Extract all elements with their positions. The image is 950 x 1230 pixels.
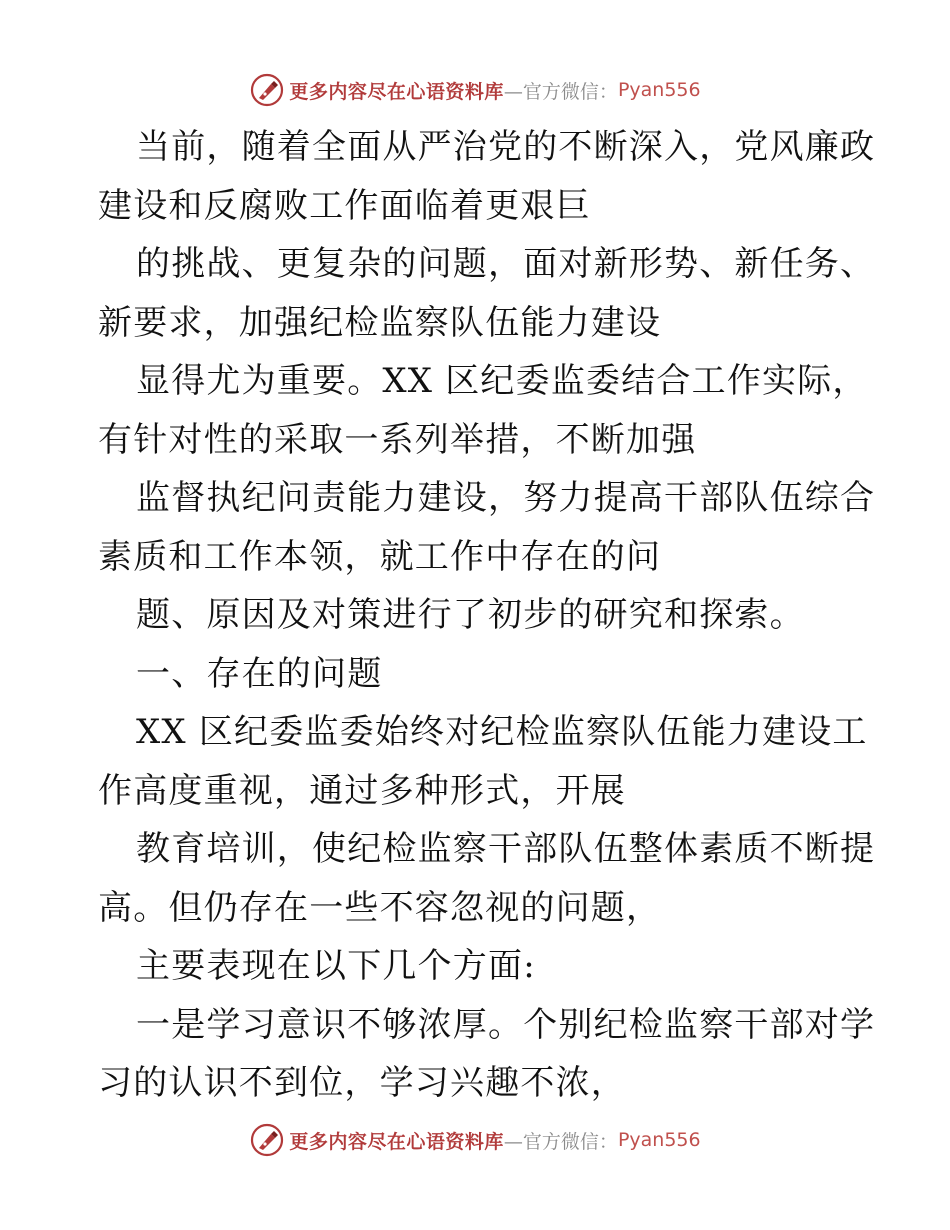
banner-separator-text: —官方微信： — [503, 80, 618, 103]
text-line: 作高度重视，通过多种形式，开展 — [98, 770, 626, 811]
text-line: 新要求，加强纪检监察队伍能力建设 — [98, 302, 662, 343]
text-line: 的挑战、更复杂的问题，面对新形势、新任务、 — [136, 244, 876, 284]
text-line: 当前，随着全面从严治党的不断深入，党风廉政 — [136, 127, 876, 167]
text-line: XX 区纪委监委始终对纪检监察队伍能力建设工 — [136, 712, 868, 752]
text-line: 教育培训，使纪检监察干部队伍整体素质不断提 — [136, 829, 876, 869]
text-line: 监督执纪问责能力建设，努力提高干部队伍综合 — [136, 478, 876, 518]
section-heading: 一、存在的问题 — [136, 653, 383, 694]
pen-nib-logo-icon — [249, 72, 285, 108]
pen-nib-logo-icon — [249, 1122, 285, 1158]
banner-separator-text: —官方微信： — [503, 1130, 618, 1153]
banner-wechat-id: Pyan556 — [617, 79, 701, 101]
text-line: 题、原因及对策进行了初步的研究和探索。 — [136, 595, 805, 635]
document-body — [98, 118, 876, 1113]
text-line: 一是学习意识不够浓厚。个别纪检监察干部对学 — [136, 1004, 876, 1045]
text-line: 显得尤为重要。XX 区纪委监委结合工作实际， — [136, 361, 868, 401]
text-line: 主要表现在以下几个方面: — [136, 946, 536, 986]
text-line: 高。但仍存在一些不容忽视的问题， — [98, 887, 662, 928]
text-line: 素质和工作本领，就工作中存在的问 — [98, 536, 662, 577]
header-banner — [0, 70, 950, 110]
banner-main-text: 更多内容尽在心语资料库 — [289, 80, 504, 103]
banner-wechat-id: Pyan556 — [617, 1129, 701, 1151]
banner-main-text: 更多内容尽在心语资料库 — [289, 1130, 504, 1153]
text-line: 有针对性的采取一系列举措，不断加强 — [98, 419, 697, 460]
footer-banner — [0, 1120, 950, 1160]
text-line: 建设和反腐败工作面临着更艰巨 — [98, 185, 591, 226]
text-line: 习的认识不到位，学习兴趣不浓， — [98, 1063, 626, 1103]
